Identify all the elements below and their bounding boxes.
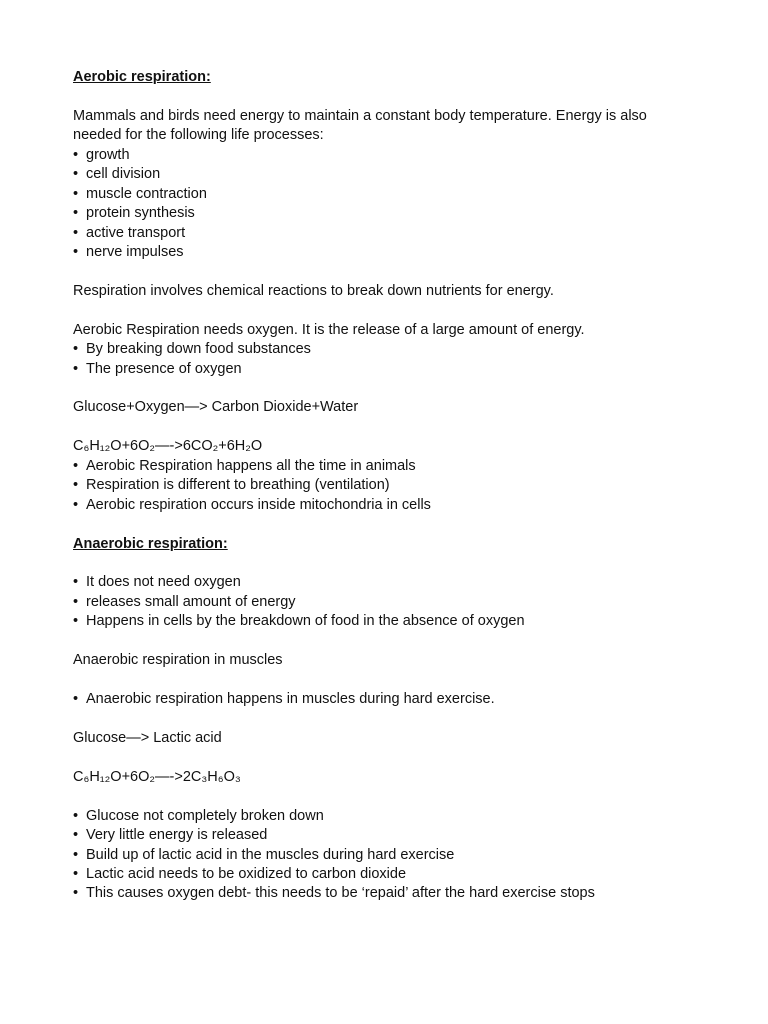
spacer: [73, 87, 713, 106]
spacer: [73, 787, 713, 806]
bullet-icon: •: [73, 477, 79, 494]
bullet-icon: •: [73, 166, 79, 183]
anaerobic-effects-list: [73, 807, 713, 904]
list-item: • Glucose not completely broken down: [73, 807, 713, 826]
bullet-icon: •: [73, 146, 79, 163]
list-item: • Build up of lactic acid in the muscles during hard exercise: [73, 846, 713, 865]
bullet-icon: •: [73, 865, 79, 882]
spacer: [73, 554, 713, 573]
bullet-icon: •: [73, 613, 79, 630]
aerobic-heading: Aerobic respiration:: [73, 69, 211, 85]
bullet-icon: •: [73, 205, 79, 222]
list-item: • The presence of oxygen: [73, 360, 713, 379]
aerobic-conditions-list: [73, 340, 713, 379]
bullet-icon: •: [73, 457, 79, 474]
list-item: • cell division: [73, 165, 713, 184]
spacer: [73, 418, 713, 437]
bullet-icon: •: [73, 827, 79, 844]
spacer: [73, 379, 713, 398]
bullet-icon: •: [73, 574, 79, 591]
list-item: • Lactic acid needs to be oxidized to carbon dioxide: [73, 865, 713, 884]
anaerobic-muscles-title: Anaerobic respiration in muscles: [73, 652, 283, 669]
bullet-icon: •: [73, 224, 79, 241]
list-item: • This causes oxygen debt- this needs to be ‘repaid’ after the hard exercise stops: [73, 884, 713, 903]
aerobic-needs-oxygen: Aerobic Respiration needs oxygen. It is the release of a large amount of energy.: [73, 321, 585, 338]
life-processes-list: [73, 146, 713, 263]
spacer: [73, 671, 713, 690]
list-item: • active transport: [73, 224, 713, 243]
spacer: [73, 515, 713, 534]
spacer: [73, 262, 713, 281]
bullet-icon: •: [73, 885, 79, 902]
bullet-icon: •: [73, 341, 79, 358]
list-item: • nerve impulses: [73, 243, 713, 262]
list-item: • Happens in cells by the breakdown of food in the absence of oxygen: [73, 612, 713, 631]
list-item: • Respiration is different to breathing (ventilation): [73, 476, 713, 495]
aerobic-intro-line-2: needed for the following life processes:: [73, 127, 324, 144]
list-item: • releases small amount of energy: [73, 593, 713, 612]
bullet-icon: •: [73, 807, 79, 824]
aerobic-facts-list: [73, 457, 713, 515]
list-item: • protein synthesis: [73, 204, 713, 223]
list-item: • Very little energy is released: [73, 826, 713, 845]
aerobic-symbol-equation: C₆H₁₂O+6O₂—->6CO₂+6H₂O: [73, 438, 263, 455]
bullet-icon: •: [73, 846, 79, 863]
aerobic-word-equation: Glucose+Oxygen—> Carbon Dioxide+Water: [73, 399, 359, 416]
aerobic-intro-line-1: Mammals and birds need energy to maintain a constant body temperature. Energy is also: [73, 107, 647, 124]
anaerobic-heading: Anaerobic respiration:: [73, 535, 228, 552]
bullet-icon: •: [73, 496, 79, 513]
anaerobic-facts-list: [73, 573, 713, 631]
bullet-icon: •: [73, 360, 79, 377]
spacer: [73, 632, 713, 651]
spacer: [73, 301, 713, 320]
bullet-icon: •: [73, 593, 79, 610]
list-item: • muscle contraction: [73, 185, 713, 204]
bullet-icon: •: [73, 691, 79, 707]
respiration-definition: Respiration involves chemical reactions to break down nutrients for energy.: [73, 282, 554, 299]
list-item: • It does not need oxygen: [73, 573, 713, 592]
list-item: • growth: [73, 146, 713, 165]
spacer: [73, 748, 713, 767]
anaerobic-word-equation: Glucose—> Lactic acid: [73, 729, 222, 746]
list-item: • Aerobic respiration occurs inside mitochondria in cells: [73, 496, 713, 515]
anaerobic-muscles-fact: • Anaerobic respiration happens in muscles during hard exercise.: [73, 690, 713, 709]
spacer: [73, 709, 713, 728]
bullet-icon: •: [73, 185, 79, 202]
document-body: [73, 68, 713, 904]
list-item: • Aerobic Respiration happens all the time in animals: [73, 457, 713, 476]
anaerobic-symbol-equation: C₆H₁₂O+6O₂—->2C₃H₆O₃: [73, 768, 241, 785]
bullet-icon: •: [73, 243, 79, 260]
list-item: • By breaking down food substances: [73, 340, 713, 359]
